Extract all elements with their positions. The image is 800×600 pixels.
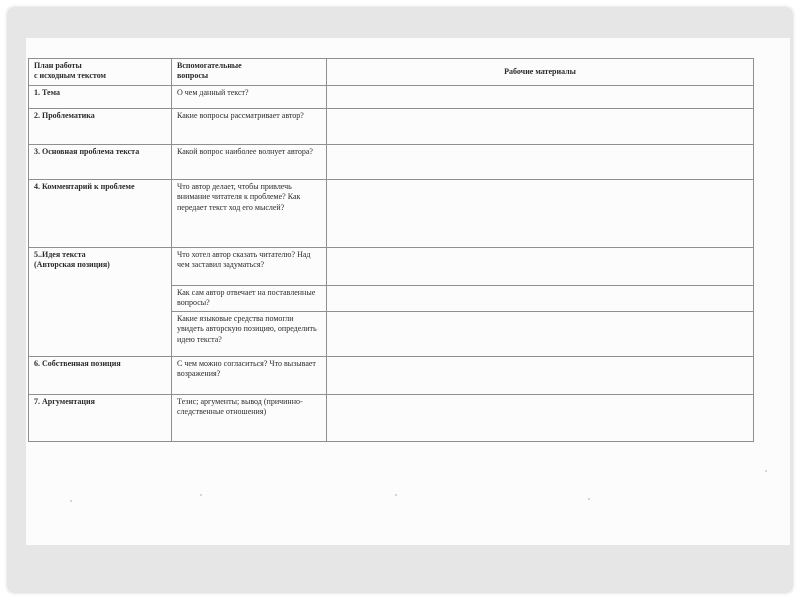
materials-cell (327, 145, 754, 180)
section-cell: 5..Идея текста (Авторская позиция) (29, 248, 172, 357)
question-cell: Какие вопросы рассматривает автор? (172, 109, 327, 145)
materials-cell (327, 109, 754, 145)
section-cell: 3. Основная проблема текста (29, 145, 172, 180)
question-cell: Какие языковые средства помогли увидеть авторскую позицию, определить идею текста? (172, 311, 327, 356)
materials-cell (327, 86, 754, 109)
materials-cell (327, 248, 754, 286)
scan-speck (588, 498, 590, 500)
question-cell: Какой вопрос наиболее волнует автора? (172, 145, 327, 180)
table-row (29, 248, 754, 286)
section-cell: 1. Тема (29, 86, 172, 109)
header-plan: План работы с исходным текстом (29, 59, 172, 86)
materials-cell (327, 394, 754, 441)
header-questions: Вспомогательные вопросы (172, 59, 327, 86)
table-row (29, 86, 754, 109)
scan-speck (765, 470, 767, 472)
section-cell: 2. Проблематика (29, 109, 172, 145)
scan-speck (395, 494, 397, 496)
table-row (29, 180, 754, 248)
question-cell: С чем можно согласиться? Что вызывает возражения? (172, 356, 327, 394)
table-row (29, 145, 754, 180)
materials-cell (327, 356, 754, 394)
section-cell: 6. Собственная позиция (29, 356, 172, 394)
work-plan-table (28, 58, 754, 442)
table-row (29, 356, 754, 394)
table-row (29, 394, 754, 441)
materials-cell (327, 311, 754, 356)
question-cell: Тезис; аргументы; вывод (причинно-следственные отношения) (172, 394, 327, 441)
section-cell: 7. Аргументация (29, 394, 172, 441)
question-cell: Как сам автор отвечает на поставленные вопросы? (172, 286, 327, 312)
materials-cell (327, 180, 754, 248)
table-row (29, 109, 754, 145)
scan-speck (70, 500, 72, 502)
question-cell: Что автор делает, чтобы привлечь внимание читателя к проблеме? Как передает текст ход его мыслей? (172, 180, 327, 248)
materials-cell (327, 286, 754, 312)
header-row (29, 59, 754, 86)
section-cell: 4. Комментарий к проблеме (29, 180, 172, 248)
header-materials: Рабочие материалы (327, 59, 754, 86)
question-cell: Что хотел автор сказать читателю? Над чем заставил задуматься? (172, 248, 327, 286)
scan-speck (200, 494, 202, 496)
question-cell: О чем данный текст? (172, 86, 327, 109)
